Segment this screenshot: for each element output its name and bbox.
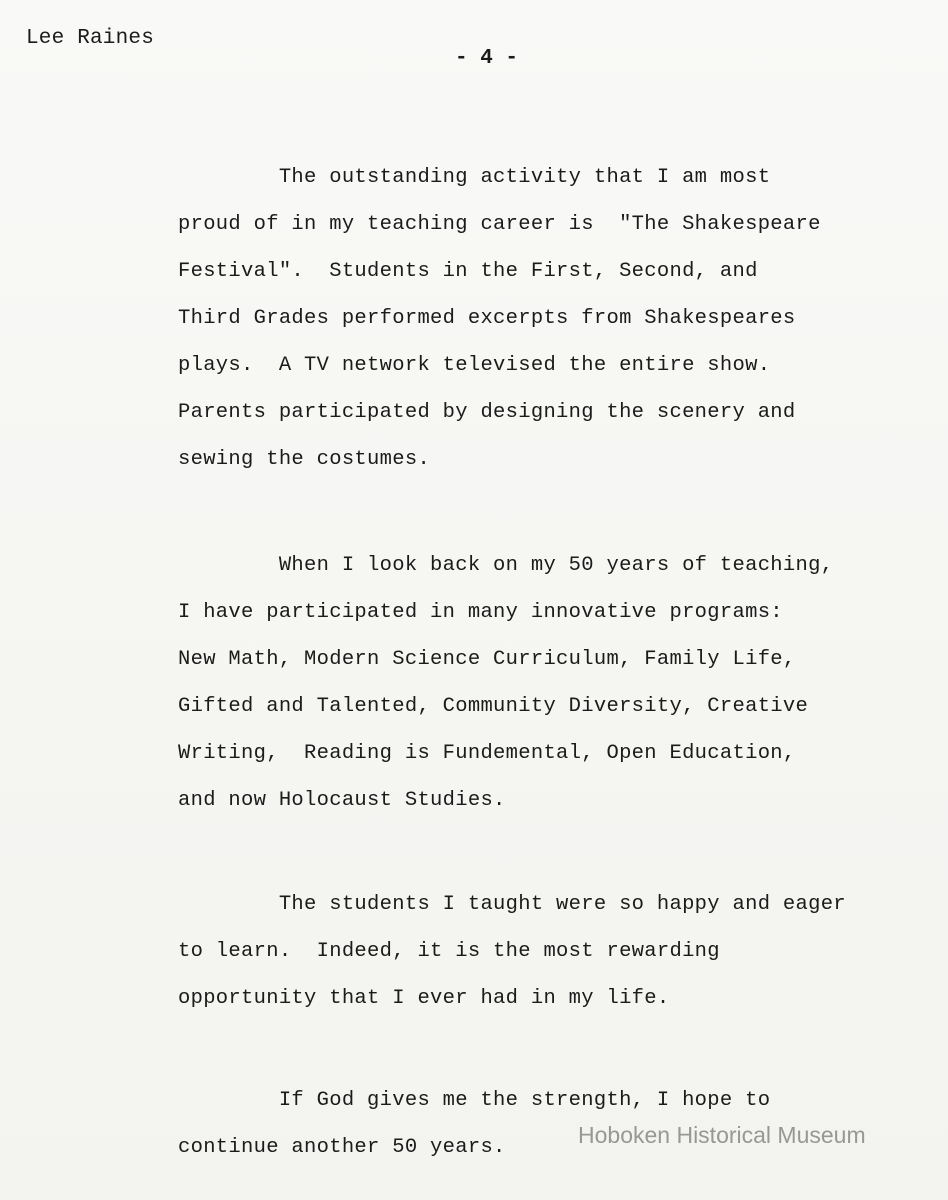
paragraph-line: If God gives me the strength, I hope to xyxy=(178,1089,771,1112)
watermark: Hoboken Historical Museum xyxy=(578,1122,866,1148)
paragraph-line: When I look back on my 50 years of teaching, xyxy=(178,554,834,577)
paragraph-line: I have participated in many innovative programs: xyxy=(178,601,783,624)
paragraph-line: The outstanding activity that I am most xyxy=(178,166,771,189)
paragraph-line: The students I taught were so happy and eager xyxy=(178,893,846,916)
paragraph-students xyxy=(178,881,918,1022)
paragraph-shakespeare-festival xyxy=(178,154,918,483)
paragraph-line: Third Grades performed excerpts from Shakespeares xyxy=(178,307,796,330)
paragraph-line: New Math, Modern Science Curriculum, Family Life, xyxy=(178,648,796,671)
author-name: Lee Raines xyxy=(26,27,155,50)
paragraph-line: to learn. Indeed, it is the most rewarding xyxy=(178,940,720,963)
paragraph-line: opportunity that I ever had in my life. xyxy=(178,987,670,1010)
paragraph-innovative-programs xyxy=(178,542,918,824)
paragraph-line: Festival". Students in the First, Second, and xyxy=(178,260,758,283)
paragraph-line: and now Holocaust Studies. xyxy=(178,789,506,812)
page-number: - 4 - xyxy=(455,47,519,70)
paragraph-line: Parents participated by designing the scenery and xyxy=(178,401,796,424)
paragraph-line: proud of in my teaching career is "The Shakespeare xyxy=(178,213,821,236)
paragraph-line: plays. A TV network televised the entire show. xyxy=(178,354,771,377)
paragraph-line: Gifted and Talented, Community Diversity, Creative xyxy=(178,695,809,718)
paragraph-line: Writing, Reading is Fundemental, Open Education, xyxy=(178,742,796,765)
paragraph-line: sewing the costumes. xyxy=(178,448,431,471)
paragraph-line: continue another 50 years. xyxy=(178,1136,506,1159)
